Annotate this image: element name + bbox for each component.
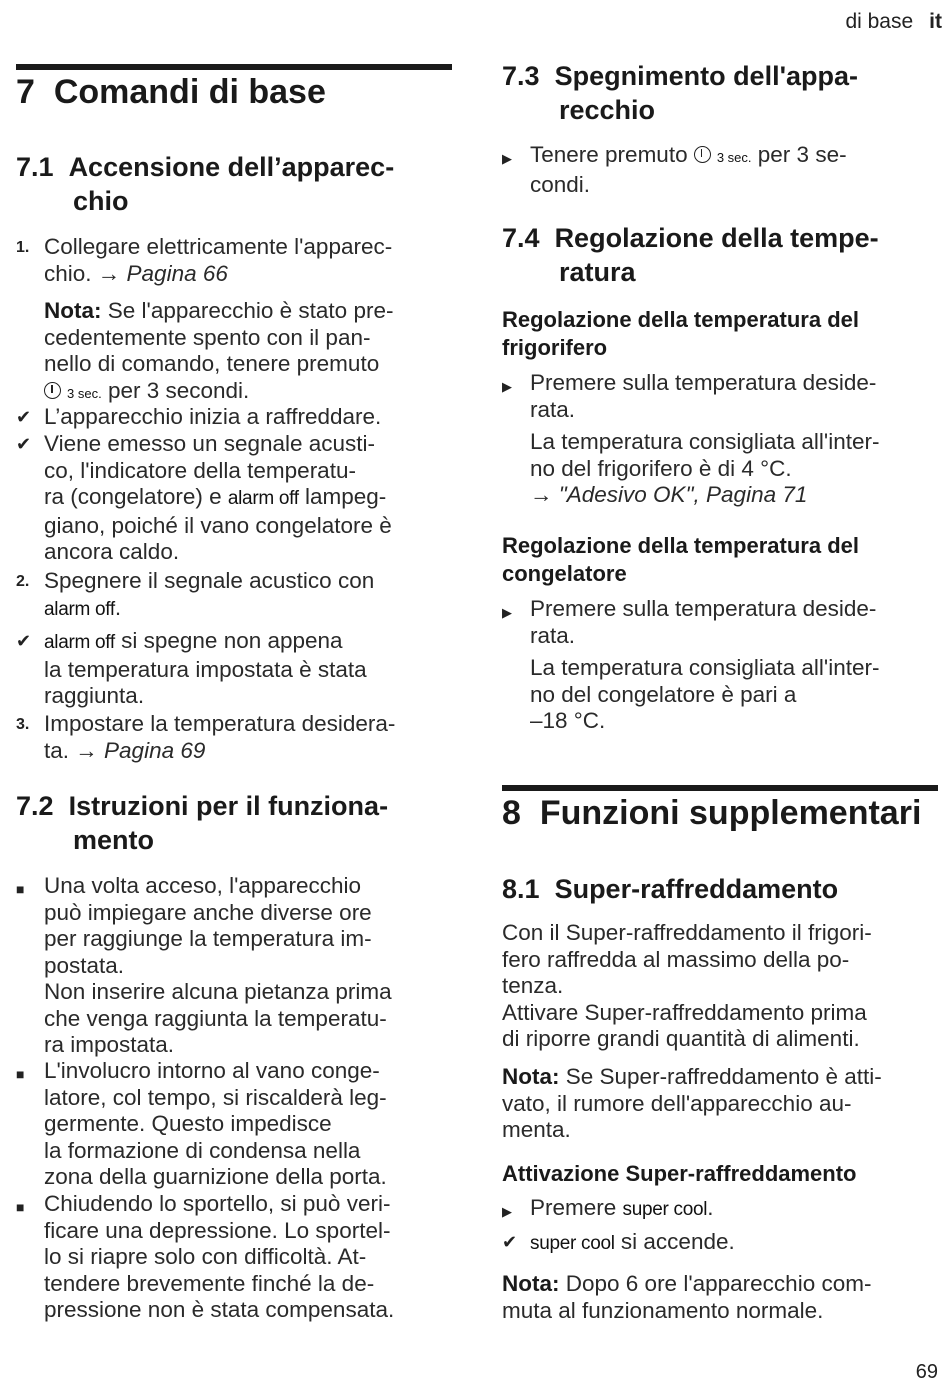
freezer-instruction: ▶ Premere sulla temperatura deside- rata. La temperatura consigliata all'inter- no del congelatore è pari a –18 °C.	[502, 596, 880, 733]
check-icon: ✔	[16, 407, 32, 427]
super-cool-note: Nota: Se Super-raffreddamento è atti- vato, il rumore dell'apparecchio au- menta.	[502, 1064, 882, 1142]
section-8-1-title: 8.1 Super-raffreddamento	[502, 874, 839, 904]
alarm-off-label: alarm off	[227, 488, 299, 509]
chapter-8-title: 8 Funzioni supplementari	[502, 794, 922, 832]
step-1: 1. Collegare elettricamente l'apparec- chio. → Pagina 66	[16, 234, 393, 286]
page-66-link[interactable]: → Pagina 66	[97, 260, 228, 286]
section-7-4-title: 7.4 Regolazione della tempe- ratura	[502, 223, 879, 287]
result-2: ✔ Viene emesso un segnale acusti- co, l'indicatore della temperatu- ra (congelatore) e alarm off lampeg- giano, poiché il vano congelatore è ancora caldo.	[16, 431, 392, 564]
chapter-8-rule	[502, 785, 938, 791]
square-bullet-icon: ■	[16, 1199, 25, 1215]
section-7-3-title: 7.3 Spegnimento dell'appa- recchio	[502, 61, 859, 125]
page-69-link[interactable]: → Pagina 69	[75, 737, 206, 763]
square-bullet-icon: ■	[16, 881, 25, 897]
square-bullet-icon: ■	[16, 1066, 25, 1082]
super-cool-intro: Con il Super-raffreddamento il frigori- fero raffredda al massimo della po- tenza. Attivare Super-raffreddamento prima di riporre grandi quantità di alimenti.	[502, 920, 872, 1051]
header-language: it	[929, 10, 942, 33]
page-number: 69	[915, 1361, 938, 1383]
list-item: ■ Chiudendo lo sportello, si può veri- ficare una depressione. Lo sportel- lo si riapre solo con difficoltà. At- tendere brevemente finché la de- pressione non è stata compensata.	[16, 1191, 395, 1322]
result-1: ✔ L’apparecchio inizia a raffreddare.	[16, 404, 382, 429]
list-item: ■ Una volta acceso, l'apparecchio può impiegare anche diverse ore per raggiunge la temperatura im- postata. Non inserire alcuna pietanza prima che venga raggiunta la temperatu- ra impostata.	[16, 873, 392, 1057]
fridge-instruction: ▶ Premere sulla temperatura deside- rata. La temperatura consigliata all'inter- no del frigorifero è di 4 °C. → "Adesivo OK", Pagina 71	[502, 370, 880, 507]
header-section: di base	[845, 10, 914, 33]
activation-result: ✔ super cool si accende.	[502, 1229, 735, 1254]
chapter-7-rule	[16, 64, 452, 70]
check-icon: ✔	[16, 434, 32, 454]
freezer-temp-heading: Regolazione della temperatura del congelatore	[502, 533, 859, 586]
instruction-switch-off: ▶ Tenere premuto 3 sec. per 3 se- condi.	[502, 142, 847, 197]
power-icon	[44, 382, 61, 399]
check-icon: ✔	[502, 1232, 518, 1252]
list-item: ■ L'involucro intorno al vano conge- latore, col tempo, si riscalderà leg- germente. Questo impedisce la formazione di condensa nella zona della guarnizione della porta.	[16, 1058, 387, 1189]
activation-heading: Attivazione Super-raffreddamento	[502, 1161, 857, 1186]
chapter-7-title: 7 Comandi di base	[16, 73, 326, 111]
result-3: ✔ alarm off si spegne non appena la temperatura impostata è stata raggiunta.	[16, 628, 367, 708]
normal-mode-note: Nota: Dopo 6 ore l'apparecchio com- muta al funzionamento normale.	[502, 1271, 872, 1323]
arrow-bullet-icon: ▶	[502, 1204, 512, 1219]
running-header	[845, 10, 942, 34]
super-cool-label: super cool	[530, 1233, 615, 1254]
alarm-off-label: alarm off	[44, 632, 115, 653]
adesivo-ok-link[interactable]: → "Adesivo OK", Pagina 71	[530, 482, 808, 507]
super-cool-label: super cool	[622, 1199, 708, 1220]
step-3: 3. Impostare la temperatura desidera- ta. → Pagina 69	[16, 711, 396, 763]
arrow-bullet-icon: ▶	[502, 151, 512, 166]
arrow-bullet-icon: ▶	[502, 379, 512, 394]
check-icon: ✔	[16, 631, 32, 651]
step-2: 2. Spegnere il segnale acustico con alarm off.	[16, 568, 375, 620]
arrow-bullet-icon: ▶	[502, 605, 512, 620]
note-block: Nota: Se l'apparecchio è stato pre- cedentemente spento con il pan- nello di comando, tenere premuto 3 sec. per 3 secondi.	[44, 298, 394, 403]
activation-step: ▶ Premere super cool.	[502, 1195, 942, 1224]
power-icon	[694, 146, 711, 163]
section-7-2-title: 7.2 Istruzioni per il funziona- mento	[16, 791, 389, 855]
alarm-off-label: alarm off	[44, 598, 115, 620]
fridge-temp-heading: Regolazione della temperatura del frigorifero	[502, 307, 859, 360]
section-7-1-title: 7.1 Accensione dell’apparec- chio	[16, 152, 395, 216]
